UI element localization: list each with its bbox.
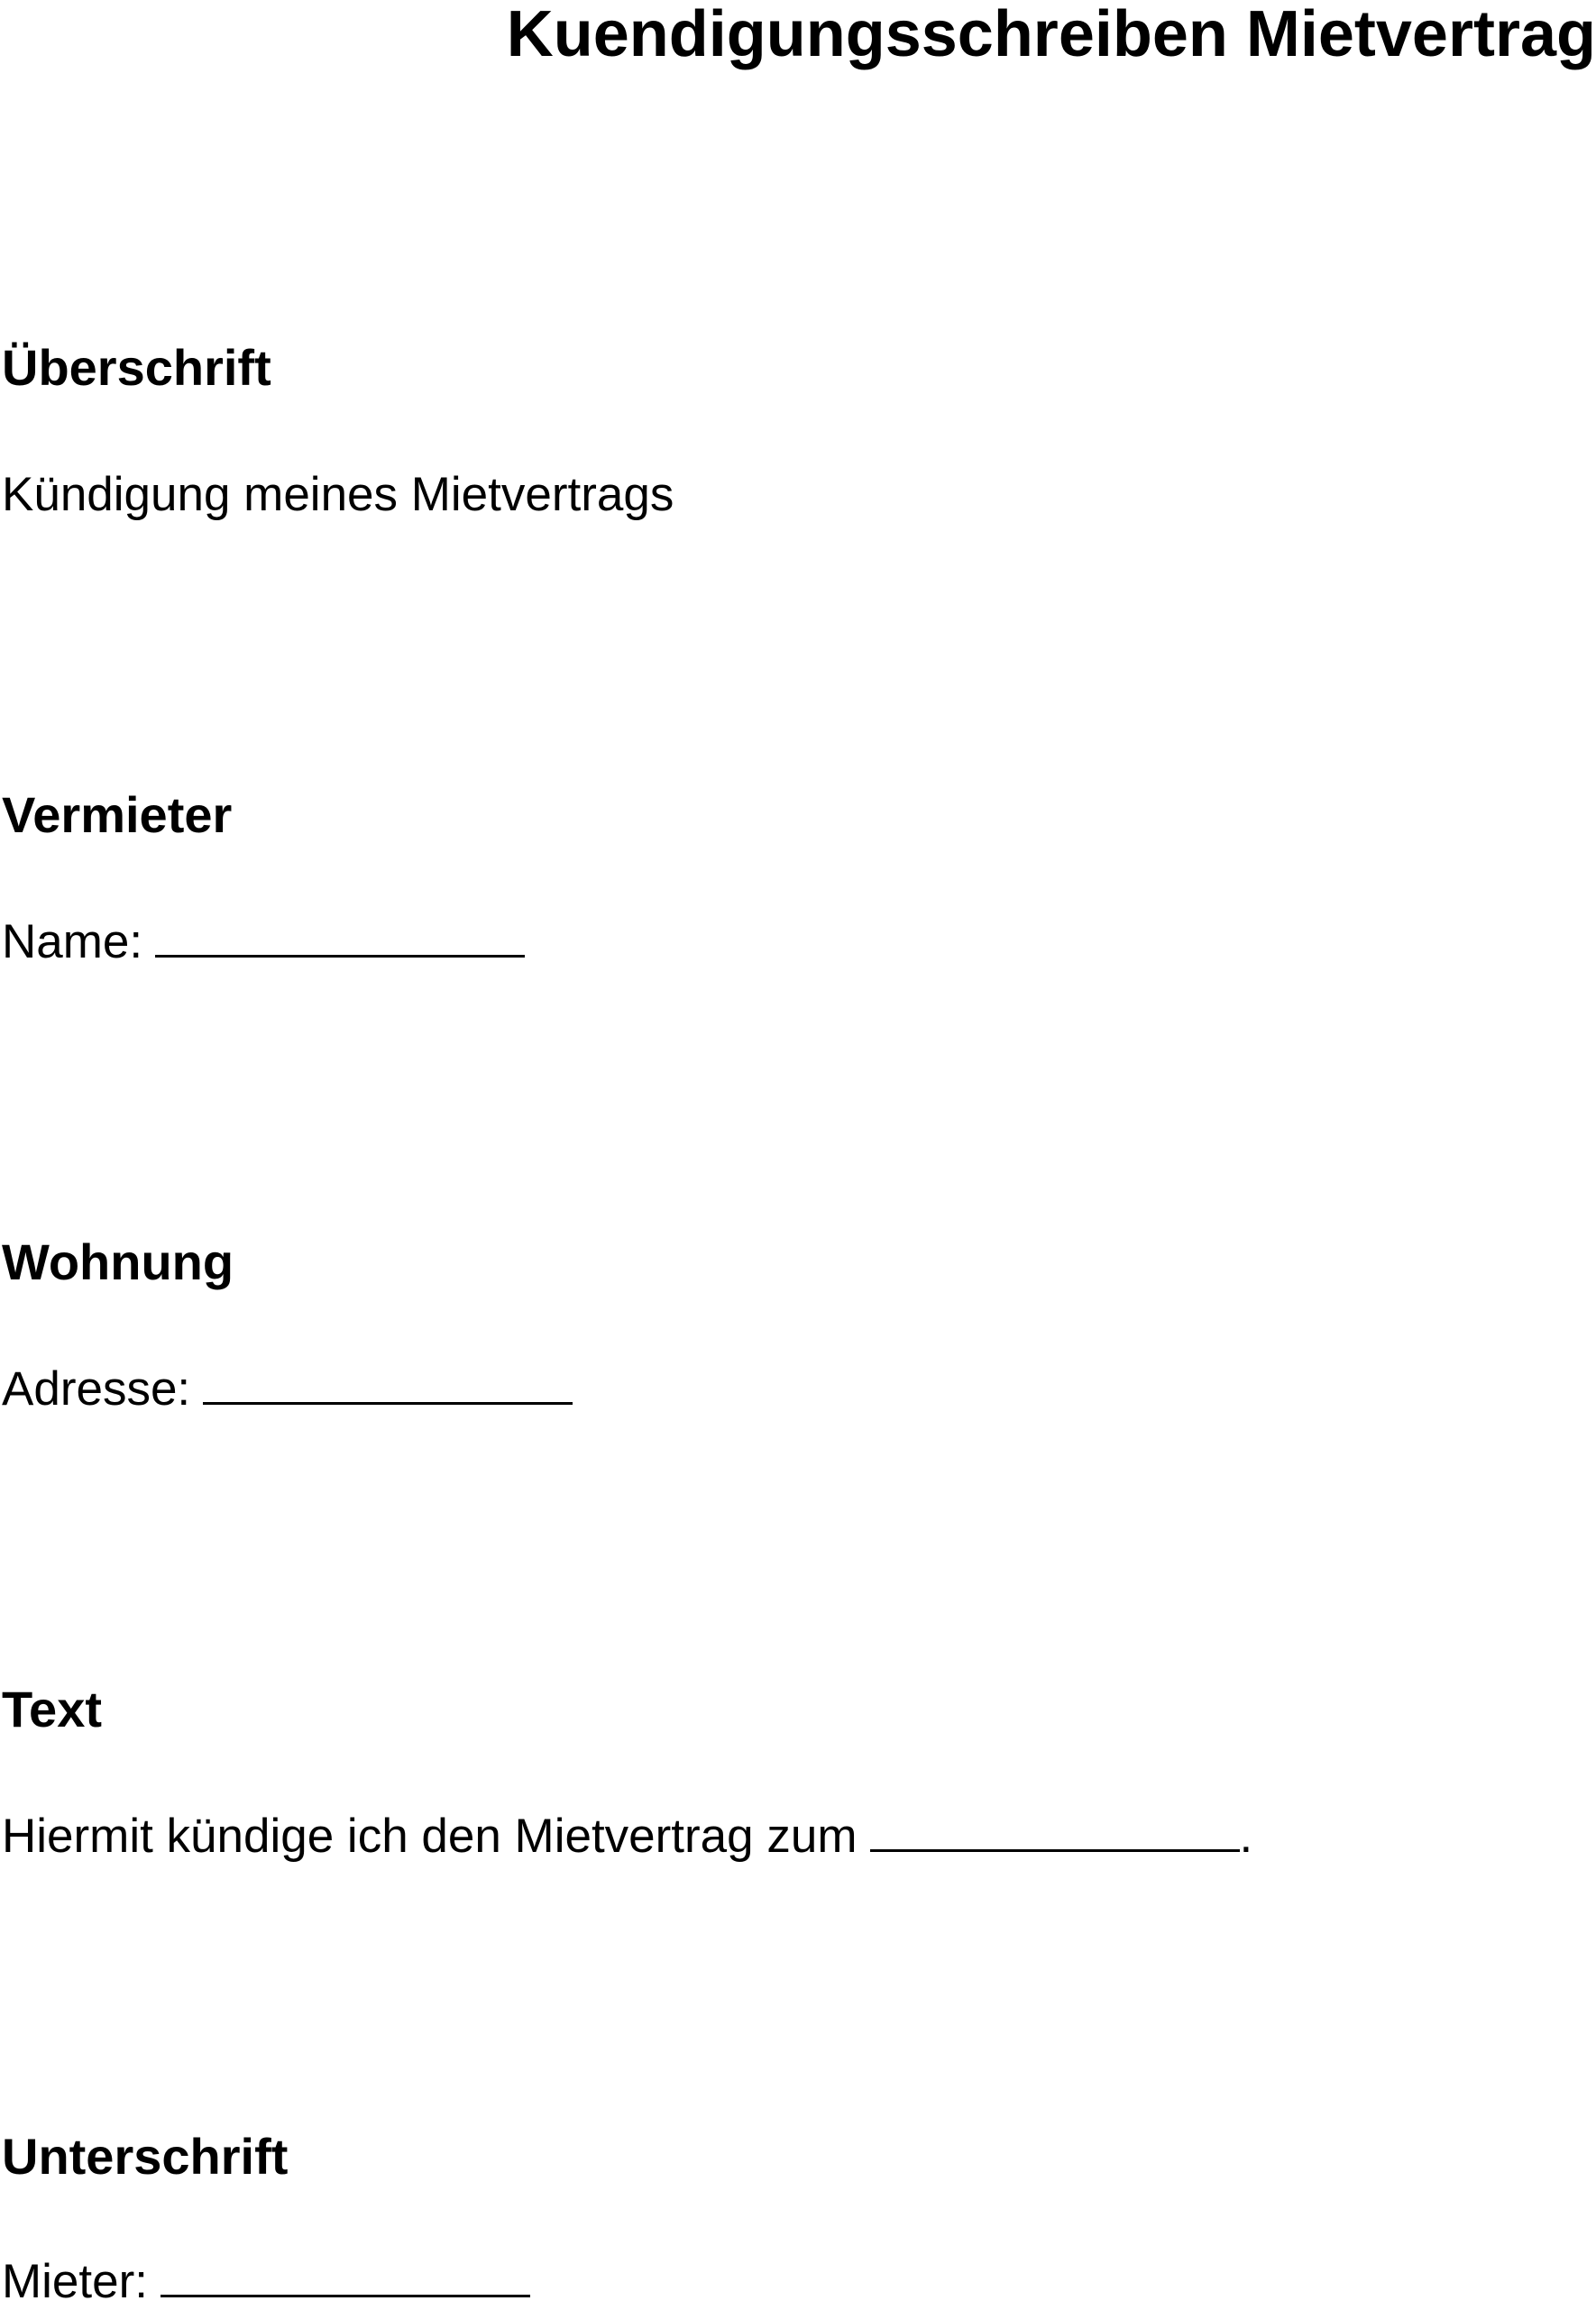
- subject-text: Kündigung meines Mietvertrags: [2, 468, 674, 521]
- heading-text: Text: [2, 1681, 102, 1737]
- heading-ueberschrift: Überschrift: [2, 339, 271, 396]
- landlord-name-field: [2, 914, 525, 970]
- document-title: Kuendigungsschreiben Mietvertrag: [506, 0, 1596, 70]
- address-blank[interactable]: [203, 1398, 573, 1405]
- heading-wohnung: Wohnung: [2, 1233, 234, 1290]
- termination-sentence: [2, 1809, 1252, 1865]
- tenant-signature-label: Mieter:: [2, 2255, 148, 2308]
- tenant-signature-blank[interactable]: [161, 2291, 530, 2297]
- heading-vermieter: Vermieter: [2, 786, 233, 843]
- tenant-signature-field: [2, 2254, 530, 2310]
- landlord-name-label: Name:: [2, 915, 143, 968]
- landlord-name-blank[interactable]: [155, 951, 525, 958]
- termination-date-blank[interactable]: [870, 1846, 1240, 1852]
- termination-sentence-start: Hiermit kündige ich den Mietvertrag zum: [2, 1810, 858, 1863]
- heading-unterschrift: Unterschrift: [2, 2128, 289, 2185]
- address-field: [2, 1361, 573, 1417]
- address-label: Adresse:: [2, 1362, 191, 1416]
- termination-sentence-end: .: [1239, 1810, 1253, 1863]
